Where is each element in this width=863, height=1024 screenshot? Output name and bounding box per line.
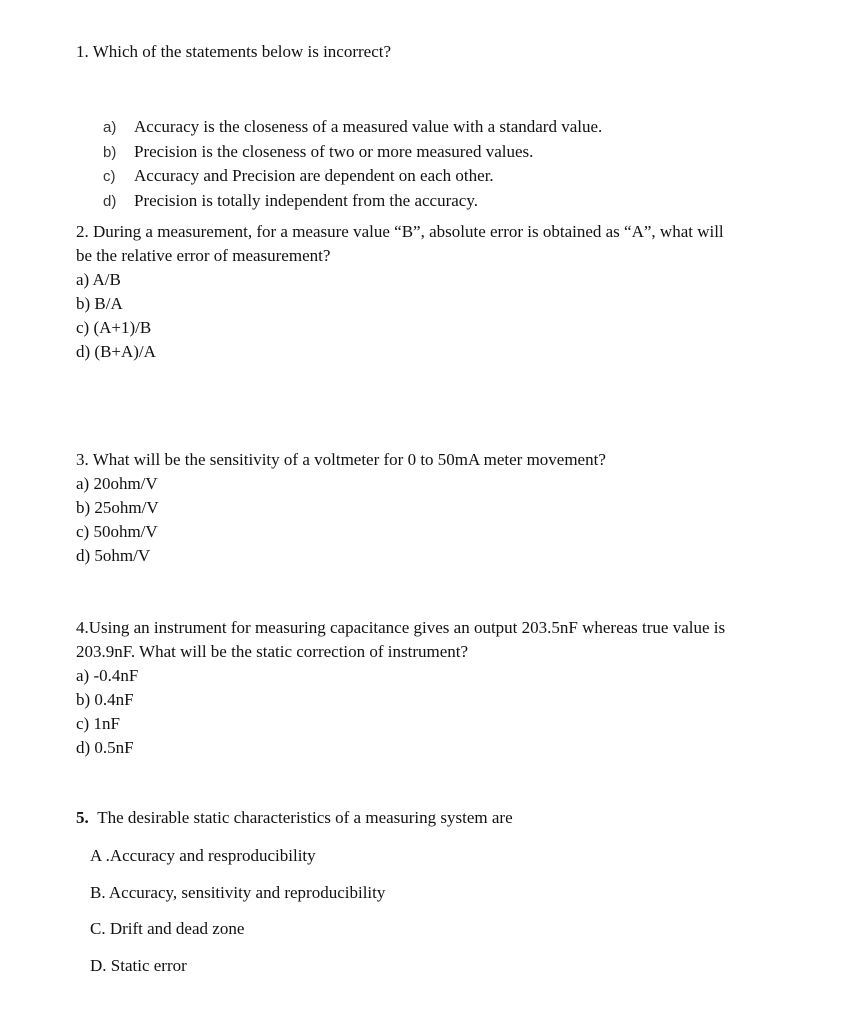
question-1-title: 1. Which of the statements below is incorrect? [76, 42, 392, 61]
question-2-title-line-1: 2. During a measurement, for a measure value “B”, absolute error is obtained as “A”, what will [76, 222, 724, 241]
question-5-number: 5. [76, 808, 89, 827]
question-2-option-a: a) A/B [76, 270, 121, 289]
question-2-option-c: c) (A+1)/B [76, 318, 152, 337]
question-3-option-a: a) 20ohm/V [76, 474, 158, 493]
question-4-option-c: c) 1nF [76, 714, 120, 733]
question-3-option-c: c) 50ohm/V [76, 522, 158, 541]
question-5-option-d: D. Static error [90, 955, 187, 975]
question-4-title-line-2: 203.9nF. What will be the static correction of instrument? [76, 642, 469, 661]
question-3-title: 3. What will be the sensitivity of a voltmeter for 0 to 50mA meter movement? [76, 450, 606, 469]
question-4-option-b: b) 0.4nF [76, 690, 134, 709]
question-2-title-line-2: be the relative error of measurement? [76, 246, 331, 265]
question-4-title-line-1: 4.Using an instrument for measuring capacitance gives an output 203.5nF whereas true value is [76, 618, 726, 637]
question-3-option-d: d) 5ohm/V [76, 546, 151, 565]
option-text: Precision is the closeness of two or more measured values. [134, 141, 534, 161]
question-1-options [103, 115, 602, 213]
question-5-option-a: A .Accuracy and resproducibility [90, 846, 316, 865]
question-1 [76, 40, 816, 64]
question-4 [76, 616, 816, 760]
option-marker: b) [103, 143, 117, 161]
question-3 [76, 448, 816, 568]
question-2-option-b: b) B/A [76, 294, 123, 313]
question-5-title [76, 806, 816, 830]
question-5-text: The desirable static characteristics of a measuring system are [97, 808, 513, 827]
question-4-option-a: a) -0.4nF [76, 666, 139, 685]
option-marker: c) [103, 168, 116, 185]
question-5-option-b: B. Accuracy, sensitivity and reproducibility [90, 882, 386, 902]
question-1-option-a [103, 115, 602, 140]
option-marker: d) [103, 192, 117, 210]
question-3-option-b: b) 25ohm/V [76, 498, 159, 517]
question-1-option-c [103, 164, 602, 189]
question-2-option-d: d) (B+A)/A [76, 342, 156, 361]
option-text: Accuracy is the closeness of a measured value with a standard value. [134, 117, 603, 136]
question-4-option-d: d) 0.5nF [76, 738, 134, 757]
question-5-options [90, 844, 385, 990]
question-5 [76, 806, 816, 830]
question-5-option-c: C. Drift and dead zone [90, 919, 245, 938]
question-2 [76, 220, 816, 364]
question-1-option-d [103, 189, 602, 214]
option-marker: a) [103, 119, 117, 136]
question-1-option-b [103, 140, 602, 165]
option-text: Precision is totally independent from the accuracy. [134, 190, 478, 210]
option-text: Accuracy and Precision are dependent on each other. [134, 166, 494, 185]
